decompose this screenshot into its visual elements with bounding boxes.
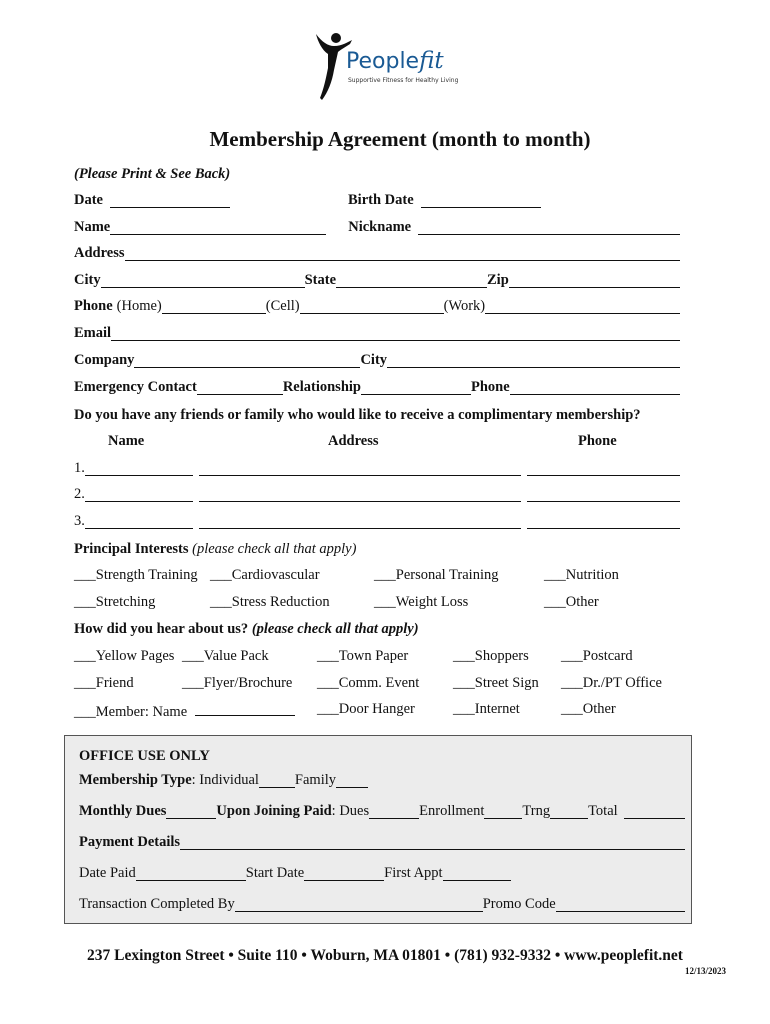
state-field[interactable]	[336, 273, 487, 288]
home-phone-field[interactable]	[162, 299, 266, 314]
upon-joining-label: Upon Joining Paid	[216, 803, 332, 819]
state-label: State	[304, 272, 337, 288]
emergency-phone-field[interactable]	[510, 380, 680, 395]
referral-address-field[interactable]	[199, 514, 521, 529]
promo-code-label: Promo Code	[482, 896, 556, 912]
phone-label: Phone	[74, 298, 113, 314]
start-date-field[interactable]	[304, 866, 384, 881]
payment-details-label: Payment Details	[79, 834, 181, 850]
name-label: Name	[74, 219, 111, 235]
home-label: (Home)	[116, 298, 162, 314]
page-title: Membership Agreement (month to month)	[209, 127, 591, 151]
payment-details-field[interactable]	[180, 835, 685, 850]
hear-option[interactable]: ___Flyer/Brochure	[182, 675, 293, 691]
office-use-box	[64, 735, 692, 924]
hear-option-member[interactable]	[74, 701, 295, 720]
referral-col-address: Address	[328, 433, 379, 449]
total-field[interactable]	[624, 804, 685, 819]
dues-field[interactable]	[369, 804, 419, 819]
name-field[interactable]	[110, 220, 326, 235]
referral-question: Do you have any friends or family who would like to receive a complimentary membership?	[74, 407, 641, 423]
company-city-field[interactable]	[387, 353, 680, 368]
interest-option[interactable]: ___Personal Training	[374, 567, 499, 583]
cell-label: (Cell)	[265, 298, 300, 314]
office-row-payment	[79, 834, 685, 850]
referral-name-field[interactable]	[85, 461, 193, 476]
family-label: Family	[294, 772, 337, 788]
hear-option[interactable]: ___Dr./PT Office	[561, 675, 662, 691]
emergency-contact-label: Emergency Contact	[74, 379, 197, 395]
date-label: Date	[74, 192, 103, 208]
relationship-field[interactable]	[361, 380, 471, 395]
referral-row-number: 1.	[74, 460, 85, 476]
date-field[interactable]	[110, 193, 230, 208]
transaction-field[interactable]	[235, 897, 483, 912]
logo-tagline: Supportive Fitness for Healthy Living	[348, 77, 459, 84]
interests-heading	[74, 541, 356, 557]
hear-option[interactable]: ___Town Paper	[317, 648, 409, 664]
emergency-phone-label: Phone	[470, 379, 510, 395]
enrollment-field[interactable]	[484, 804, 522, 819]
referral-address-field[interactable]	[199, 487, 521, 502]
referral-name-field[interactable]	[85, 487, 193, 502]
interest-option[interactable]: ___Nutrition	[544, 567, 619, 583]
dues-label: : Dues	[331, 803, 370, 819]
interest-option[interactable]: ___Other	[544, 594, 599, 610]
referral-col-name: Name	[108, 433, 145, 449]
date-paid-field[interactable]	[136, 866, 246, 881]
referral-col-phone: Phone	[578, 433, 617, 449]
city-label: City	[74, 272, 101, 288]
row-address	[74, 245, 680, 261]
hear-option[interactable]: ___Internet	[453, 701, 520, 717]
row-email	[74, 325, 680, 341]
hear-option[interactable]: ___Shoppers	[453, 648, 529, 664]
referral-row-number: 2.	[74, 486, 85, 502]
interest-option[interactable]: ___Stretching	[74, 594, 156, 610]
hear-option[interactable]: ___Comm. Event	[317, 675, 420, 691]
birth-date-field[interactable]	[421, 193, 541, 208]
referral-phone-field[interactable]	[527, 487, 680, 502]
interests-label: Principal Interests	[74, 541, 189, 557]
total-label: Total	[588, 803, 618, 819]
referral-row	[74, 513, 680, 529]
member-label: ___Member: Name	[74, 704, 188, 720]
office-row-dues	[79, 803, 685, 819]
row-city	[74, 272, 680, 288]
row-name	[74, 219, 680, 235]
work-phone-field[interactable]	[485, 299, 680, 314]
office-row-membership	[79, 772, 368, 788]
company-city-label: City	[360, 352, 388, 368]
first-appt-label: First Appt	[384, 865, 443, 881]
individual-label: : Individual	[191, 772, 259, 788]
hear-option[interactable]: ___Street Sign	[453, 675, 539, 691]
first-appt-field[interactable]	[443, 866, 511, 881]
monthly-dues-label: Monthly Dues	[79, 803, 167, 819]
enrollment-label: Enrollment	[419, 803, 485, 819]
interest-option[interactable]: ___Strength Training	[74, 567, 198, 583]
office-heading: OFFICE USE ONLY	[79, 748, 210, 764]
hear-option[interactable]: ___Value Pack	[182, 648, 269, 664]
office-row-dates	[79, 865, 511, 881]
referral-name-field[interactable]	[85, 514, 193, 529]
row-phone	[74, 298, 680, 314]
hear-option[interactable]: ___Friend	[74, 675, 134, 691]
hear-note: (please check all that apply)	[251, 621, 419, 637]
logo	[312, 30, 459, 102]
cell-phone-field[interactable]	[300, 299, 444, 314]
referral-address-field[interactable]	[199, 461, 521, 476]
row-emergency	[74, 379, 680, 395]
row-date	[74, 192, 680, 208]
company-label: Company	[74, 352, 135, 368]
interest-option[interactable]: ___Cardiovascular	[210, 567, 320, 583]
interests-note: (please check all that apply)	[192, 541, 357, 557]
date-paid-label: Date Paid	[79, 865, 136, 881]
referral-row-number: 3.	[74, 513, 85, 529]
print-note: (Please Print & See Back)	[74, 166, 231, 182]
interest-option[interactable]: ___Stress Reduction	[210, 594, 330, 610]
email-label: Email	[74, 325, 112, 341]
footer-address: 237 Lexington Street • Suite 110 • Woburn, MA 01801 • (781) 932-9332 • www.peoplefit.net	[87, 947, 683, 964]
referral-phone-field[interactable]	[527, 514, 680, 529]
referral-row	[74, 460, 680, 476]
individual-field[interactable]	[259, 773, 295, 788]
hear-heading	[74, 621, 419, 637]
address-field[interactable]	[125, 246, 681, 261]
hear-label: How did you hear about us?	[74, 621, 249, 637]
city-field[interactable]	[101, 273, 305, 288]
promo-code-field[interactable]	[556, 897, 685, 912]
nickname-field[interactable]	[418, 220, 680, 235]
zip-field[interactable]	[509, 273, 680, 288]
monthly-dues-field[interactable]	[166, 804, 216, 819]
zip-label: Zip	[487, 272, 509, 288]
address-label: Address	[74, 245, 125, 261]
membership-type-label: Membership Type	[79, 772, 192, 788]
referral-row	[74, 486, 680, 502]
referral-phone-field[interactable]	[527, 461, 680, 476]
nickname-label: Nickname	[348, 219, 412, 235]
row-company	[74, 352, 680, 368]
hear-option[interactable]: ___Postcard	[561, 648, 633, 664]
footer-date: 12/13/2023	[684, 966, 726, 976]
start-date-label: Start Date	[245, 865, 305, 881]
transaction-label: Transaction Completed By	[79, 896, 235, 912]
emergency-contact-field[interactable]	[197, 380, 283, 395]
logo-wordmark: Peoplefit	[346, 48, 444, 74]
work-label: (Work)	[443, 298, 486, 314]
family-field[interactable]	[336, 773, 368, 788]
hear-option[interactable]: ___Door Hanger	[317, 701, 415, 717]
company-field[interactable]	[134, 353, 360, 368]
trng-label: Trng	[522, 803, 551, 819]
trng-field[interactable]	[550, 804, 588, 819]
email-field[interactable]	[111, 326, 680, 341]
member-name-field[interactable]	[195, 701, 295, 716]
hear-option[interactable]: ___Other	[561, 701, 616, 717]
relationship-label: Relationship	[282, 379, 361, 395]
interest-option[interactable]: ___Weight Loss	[374, 594, 469, 610]
birth-date-label: Birth Date	[348, 192, 414, 208]
hear-option[interactable]: ___Yellow Pages	[74, 648, 175, 664]
office-row-transaction	[79, 896, 685, 912]
